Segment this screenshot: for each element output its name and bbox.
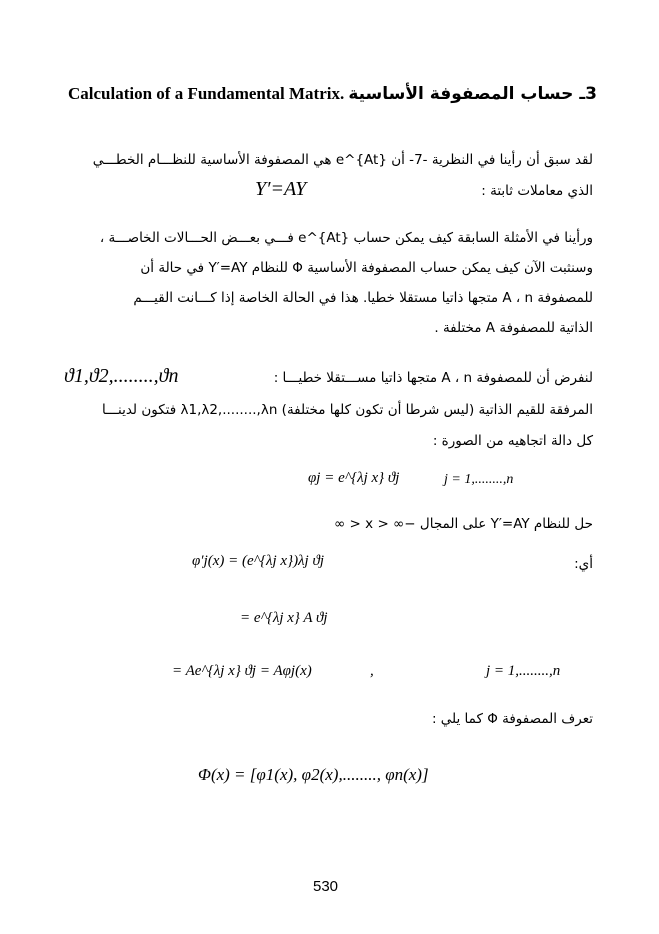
- equation-j-index-1: j = 1,........,n: [444, 472, 514, 487]
- ai-label: أي:: [574, 556, 593, 572]
- para2-line1: ورأينا في الأمثلة السابقة كيف يمكن حساب e^{At} فـــي بعـــض الحـــالات الخاصـــة ،: [99, 230, 593, 246]
- para3-line2: المرفقة للقيم الذاتية (ليس شرطا أن تكون كلها مختلفة) λ1,λ2,........,λn فتكون لدينـــا: [102, 402, 593, 418]
- equation-eigen-step: = e^{λj x} A ϑj: [240, 610, 328, 626]
- para2-line2: وسنثبت الآن كيف يمكن حساب المصفوفة الأساسية Φ للنظام Y′=AY في حالة أن: [140, 260, 593, 276]
- para1-line2-label: الذي معاملات ثابتة :: [481, 183, 593, 199]
- equation-derivative: φ′j(x) = (e^{λj x})λj ϑj: [192, 553, 325, 569]
- para3-line1: لنفرض أن للمصفوفة A ، n متجها ذاتيا مســـتقلا خطيـــا :: [273, 370, 593, 386]
- para2-line4: الذاتية للمصفوفة A مختلفة .: [434, 320, 593, 336]
- para2-line3: للمصفوفة A ، n متجها ذاتيا مستقلا خطيا. هذا في الحالة الخاصة إذا كـــانت القيـــم: [133, 290, 593, 306]
- para1-line1: لقد سبق أن رأينا في النظرية -7- أن e^{At} هي المصفوفة الأساسية للنظـــام الخطـــي: [92, 152, 593, 168]
- header-title-en: Calculation of a Fundamental Matrix.: [68, 84, 345, 103]
- header-title-ar: 3ـ حساب المصفوفة الأساسية: [348, 84, 597, 104]
- equation-phi-j: φj = e^{λj x} ϑj: [308, 470, 400, 486]
- define-matrix-line: تعرف المصفوفة Φ كما يلي :: [431, 711, 593, 727]
- page-number: 530: [313, 878, 339, 895]
- equation-fundamental-matrix: Φ(x) = [φ1(x), φ2(x),........, φn(x)]: [198, 765, 429, 784]
- para3-line3: كل دالة اتجاهيه من الصورة :: [432, 433, 593, 449]
- equation-comma: ,: [370, 663, 374, 679]
- para3-eigenvectors: ϑ1,ϑ2,........,ϑn: [64, 365, 179, 387]
- para1-line2-equation: Y′=AY: [255, 178, 307, 200]
- equation-result: = Ae^{λj x} ϑj = Aφj(x): [172, 663, 312, 679]
- solution-line: حل للنظام Y′=AY على المجال −∞ < x < ∞: [334, 516, 593, 532]
- equation-j-index-2: j = 1,........,n: [486, 663, 561, 679]
